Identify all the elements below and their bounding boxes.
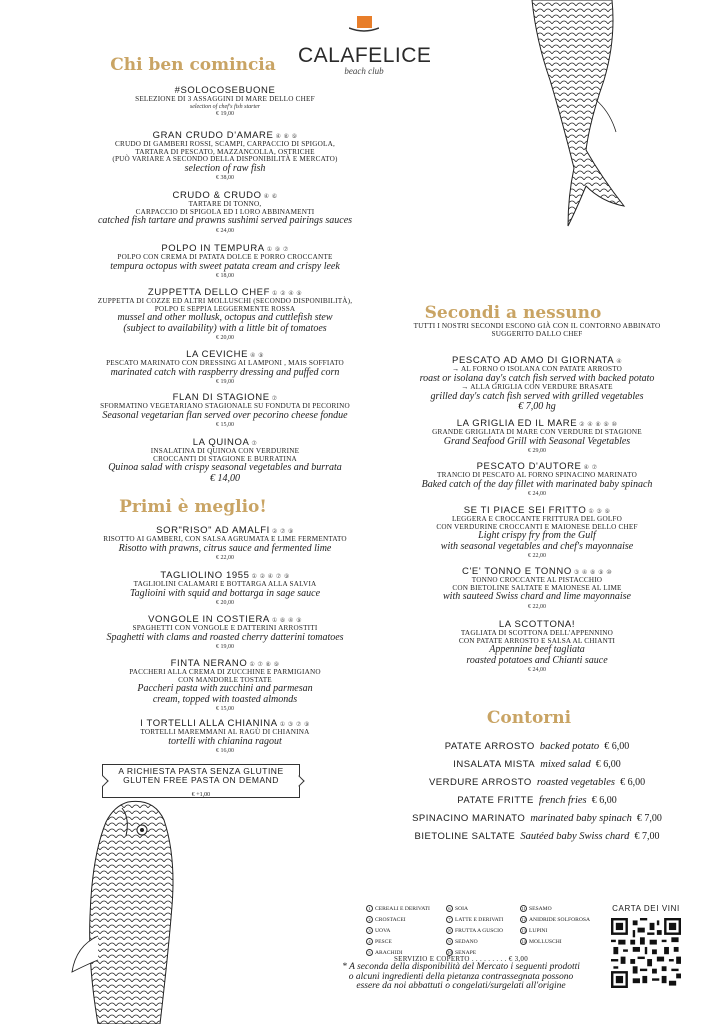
menu-item [58, 438, 392, 484]
allergen-marks: ① ⑦ ⑧ ⑨ [249, 661, 280, 668]
menu-item [58, 131, 392, 181]
allergen-entry: 5 ARACHIDI [366, 949, 402, 956]
allergen-entry: 9 SEDANO [446, 938, 478, 945]
item-price: € 16,00 [216, 748, 234, 755]
contorno-item: PATATE ARROSTO backed potato € 6,00 [444, 741, 630, 752]
item-name: C'E' TONNO E TONNO [462, 566, 572, 577]
allergen-marks: ② ④ ⑧ ⑨ ⑩ [579, 421, 618, 428]
contorno-item: BIETOLINE SALTATE Sautéed baby Swiss chard € 7,00 [414, 831, 660, 842]
item-name: #SOLOCOSEBUONE [174, 85, 276, 96]
item-desc: TAGLIOLINI CALAMARI E BOTTARGA ALLA SALVIA [133, 579, 317, 588]
allergen-entry: 8 FRUTTA A GUSCIO [446, 927, 503, 934]
brand-name: CALAFELICE [298, 44, 432, 67]
menu-item [58, 244, 392, 279]
allergen-entry: 6 SOIA [446, 905, 468, 912]
footer-line: o alcuni ingredienti della pietanza contrassegnata possono [348, 971, 574, 982]
allergen-marks: ① ② ④ ⑦ ⑨ [251, 573, 290, 580]
item-desc: SELEZIONE DI 3 ASSAGGINI DI MARE DELLO CHEF [135, 94, 315, 103]
allergen-marks: ① ③ ⑦ ⑨ [279, 721, 310, 728]
allergen-marks: ① ③ ⑨ [588, 508, 611, 515]
item-desc: POLPO CON CREMA DI PATATA DOLCE E PORRO CROCCANTE [117, 252, 333, 261]
item-desc: INSALATINA DI QUINOA CON VERDURINE [150, 446, 300, 455]
item-en: Quinoa salad with crispy seasonal vegetables and burrata [108, 462, 342, 474]
footer-line: essere da noi abbattuti o congelati/surgelati all'origine [356, 981, 566, 991]
item-price: € 19,00 [216, 644, 234, 651]
allergen-marks: ③ ④ ⑧ ⑨ ⑩ [573, 569, 612, 576]
allergen-marks: ① ⑨ ⑦ [266, 246, 289, 253]
secondi-intro: TUTTI I NOSTRI SECONDI ESCONO GIÀ CON IL CONTORNO ABBINATO SUGGERITO DALLO CHEF [413, 322, 661, 338]
item-desc: (PUÒ VARIARE A SECONDO DELLA DISPONIBILITÀ E MERCATO) [112, 155, 338, 164]
footer-line: * A seconda della disponibilità del Mercato i seguenti prodotti [342, 962, 580, 972]
allergen-entry: 14 MOLLUSCHI [521, 938, 562, 945]
section-title-antipasti: Chi ben comincia [110, 55, 276, 75]
item-desc: RISOTTO AI GAMBERI, CON SALSA AGRUMATA E LIME FERMENTATO [103, 534, 347, 543]
item-name: FINTA NERANO [170, 658, 248, 669]
wine-list-label: CARTA DEI VINI [612, 904, 680, 913]
allergen-entry: 4 PESCE [366, 938, 392, 945]
item-desc: CRUDO DI GAMBERI ROSSI, SCAMPI, CARPACCIO DI SPIGOLA, [114, 139, 335, 148]
gluten-free-line-it: A RICHIESTA PASTA SENZA GLUTINE [118, 766, 284, 776]
item-price: € 20,00 [216, 600, 234, 607]
item-name: PESCATO D'AUTORE [476, 461, 582, 472]
service-charge: SERVIZIO E COPERTO . . . . . . . . . € 3,00 [393, 955, 529, 963]
contorno-item: INSALATA MISTA mixed salad € 6,00 [453, 759, 621, 770]
section-title-contorni: Contorni [486, 708, 572, 728]
menu-item: PESCATO AD AMO DI GIORNATA ④ → AL FORNO O ISOLANA CON PATATE ARROSTO roast or isolana day's catch fish served with backed potato → ALLA GRIGLIA CON VERDURE BRASATE grilled day's catch fish served with grilled vegetables € 7,00 hg [419, 355, 655, 413]
item-name: SOR"RISO" AD AMALFI [156, 525, 270, 536]
menu-item [58, 571, 392, 606]
allergen-marks: ① ⑧ ④ ⑨ [271, 617, 302, 624]
item-en: marinated catch with raspberry dressing and puffed corn [110, 366, 340, 378]
contorno-item: VERDURE ARROSTO roasted vegetables € 6,00 [428, 777, 646, 788]
item-desc: SFORMATINO VEGETARIANO STAGIONALE SU FONDUTA DI PECORINO [100, 401, 350, 410]
item-price: € 18,00 [216, 273, 234, 280]
allergen-marks: ② ⑦ ⑨ [271, 528, 294, 535]
item-en: Risotto with prawns, citrus sauce and fermented lime [118, 542, 332, 554]
item-desc: CARPACCIO DI SPIGOLA ED I LORO ABBINAMENTI [135, 207, 315, 216]
item-en: selection of chef's fish starter [189, 103, 261, 110]
item-price: € 19,00 [216, 110, 234, 117]
item-desc: TORTELLI MAREMMANI AL RAGÙ DI CHIANINA [140, 727, 310, 736]
item-price: € 19,00 [216, 379, 234, 386]
menu-item [58, 719, 392, 754]
item-desc: PACCHERI ALLA CREMA DI ZUCCHINE E PARMIGIANO [129, 667, 321, 676]
item-en: tempura octopus with sweet patata cream and crispy leek [110, 260, 340, 272]
allergen-marks: ④ ⑦ [583, 464, 598, 471]
menu-item [58, 526, 392, 561]
item-en: catched fish tartare and prawns sushimi served pairings sauces [97, 215, 353, 227]
item-name: ZUPPETTA DELLO CHEF [147, 287, 271, 298]
item-en: cream, topped with toasted almonds [152, 693, 298, 705]
menu-item: LA SCOTTONA! TAGLIATA DI SCOTTONA DELL'APPENNINO CON PATATE ARROSTO E SALSA AL CHIANTI Appennine beef tagliata roasted potatoes and Chianti sauce € 24,00 [458, 619, 616, 674]
item-desc: TARTARE DI TONNO, [188, 199, 262, 208]
item-price: € 24,00 [216, 227, 234, 234]
allergen-marks: ⑦ [271, 395, 278, 402]
menu-item: PESCATO D'AUTORE ④ ⑦ TRANCIO DI PESCATO AL FORNO SPINACINO MARINATO Baked catch of the day fillet with marinated baby spinach € 24,00 [421, 461, 653, 498]
item-en: Paccheri pasta with zucchini and parmesan [137, 683, 313, 695]
item-en: Seasonal vegetarian flan served over pecorino cheese fondue [102, 409, 348, 421]
allergen-marks: ④ [616, 358, 622, 365]
item-price: € 22,00 [216, 555, 234, 562]
item-name: SE TI PIACE SEI FRITTO [463, 505, 587, 516]
menu-item [58, 393, 392, 428]
allergen-entry: 1 CEREALI E DERIVATI [366, 905, 430, 912]
item-name: FLAN DI STAGIONE [172, 392, 270, 403]
allergen-legend [366, 905, 606, 961]
allergen-marks: ④ ⑧ ⑨ [275, 133, 298, 140]
item-en: (subject to availability) with a little bit of tomatoes [123, 322, 327, 334]
qr-code-icon[interactable] [611, 918, 681, 988]
item-en: selection of raw fish [184, 162, 266, 174]
allergen-marks: ⑦ [251, 440, 258, 447]
gluten-free-line-en: GLUTEN FREE PASTA ON DEMAND [123, 775, 279, 786]
item-en: € 14,00 [210, 472, 240, 484]
item-desc: CROCCANTI DI STAGIONE E BURRATINA [153, 454, 297, 463]
menu-item [58, 288, 392, 341]
gluten-free-price: € +1,00 [191, 792, 211, 798]
item-name: VONGOLE IN COSTIERA [148, 614, 270, 625]
allergen-marks: ④ ⑨ [250, 352, 264, 359]
menu-item: LA GRIGLIA ED IL MARE ② ④ ⑧ ⑨ ⑩ GRANDE GRIGLIATA DI MARE CON VERDURE DI STAGIONE Grand Seafood Grill with Seasonal Vegetables € 29,00 [432, 418, 642, 455]
contorno-item: SPINACINO MARINATO marinated baby spinach € 7,00 [412, 813, 662, 824]
allergen-marks: ④ ⑥ [263, 193, 278, 200]
allergen-entry: 13 LUPINI [521, 927, 548, 934]
item-price: € 20,00 [216, 335, 234, 342]
menu-item: C'E' TONNO E TONNO ③ ④ ⑧ ⑨ ⑩ TONNO CROCCANTE AL PISTACCHIO CON BIETOLINE SALTATE E MAIONESE AL LIME with sauteed Swiss chard and lime mayonnaise € 22,00 [443, 566, 631, 610]
item-name: CRUDO & CRUDO [172, 190, 262, 201]
allergen-entry: 12 ANIDRIDE SOLFOROSA [521, 916, 591, 923]
item-price: € 15,00 [216, 422, 234, 429]
section-title-secondi: Secondi a nessuno [424, 303, 602, 323]
item-en: tortelli with chianina ragout [168, 735, 282, 747]
item-desc: CON MANDORLE TOSTATE [178, 675, 272, 684]
footer-note [312, 956, 610, 992]
item-desc: SPAGHETTI CON VONGOLE E DATTERINI ARROSTITI [132, 623, 318, 632]
item-price: € 15,00 [216, 706, 234, 713]
item-name: GRAN CRUDO D'AMARE [152, 130, 274, 141]
item-desc: PESCATO MARINATO CON DRESSING AI LAMPONI , MAIS SOFFIATO [106, 358, 344, 367]
menu-item: SE TI PIACE SEI FRITTO ① ③ ⑨ LEGGERA E CROCCANTE FRITTURA DEL GOLFO CON VERDURINE CROCCANTI E MAIONESE DELLO CHEF Light crispy fry from the Gulf with seasonal vegetables and chef's mayonnaise € 22,00 [436, 505, 638, 560]
menu-item [58, 191, 392, 234]
allergen-entry: 2 CROSTACEI [366, 916, 406, 923]
item-en: Spaghetti with clams and roasted cherry datterini tomatoes [106, 631, 344, 643]
item-desc: POLPO E SEPPIA LEGGERMENTE ROSSA [154, 304, 296, 313]
menu-item [58, 659, 392, 712]
item-name: I TORTELLI ALLA CHIANINA [140, 718, 278, 729]
item-name: LA CEVICHE [186, 349, 249, 360]
allergen-entry: 10 SENAPE [447, 949, 477, 956]
item-name: LA QUINOA [192, 437, 250, 448]
menu-item [58, 86, 392, 117]
allergen-entry: 11 SESAMO [521, 905, 552, 912]
antipasti-list [58, 0, 392, 800]
item-desc: ZUPPETTA DI COZZE ED ALTRI MOLLUSCHI (SECONDO DISPONIBILITÀ), [97, 296, 353, 305]
contorno-item: PATATE FRITTE french fries € 6,00 [457, 795, 617, 806]
allergen-entry: 7 LATTE E DERIVATI [446, 916, 503, 923]
item-name: LA GRIGLIA ED IL MARE [456, 418, 578, 429]
allergen-marks: ① ② ④ ⑨ [272, 290, 303, 297]
allergen-entry: 3 UOVA [366, 927, 390, 934]
item-name: LA SCOTTONA! [498, 619, 576, 630]
item-name: POLPO IN TEMPURA [161, 243, 265, 254]
section-title-primi: Primi è meglio! [119, 497, 267, 517]
fish-illustration-icon [68, 796, 198, 1024]
menu-item [58, 615, 392, 650]
brand-sub: beach club [344, 66, 384, 76]
item-price: € 38,00 [216, 175, 234, 182]
item-en: mussel and other mollusk, octopus and cuttlefish stew [117, 312, 333, 324]
item-desc: TARTARA DI PESCATO, MAZZANCOLLA, OSTRICHE [135, 147, 315, 156]
item-en: Taglioini with squid and bottarga in sage sauce [129, 587, 321, 599]
item-name: PESCATO AD AMO DI GIORNATA [452, 355, 615, 366]
menu-item [58, 350, 392, 385]
item-name: TAGLIOLINO 1955 [160, 570, 250, 581]
